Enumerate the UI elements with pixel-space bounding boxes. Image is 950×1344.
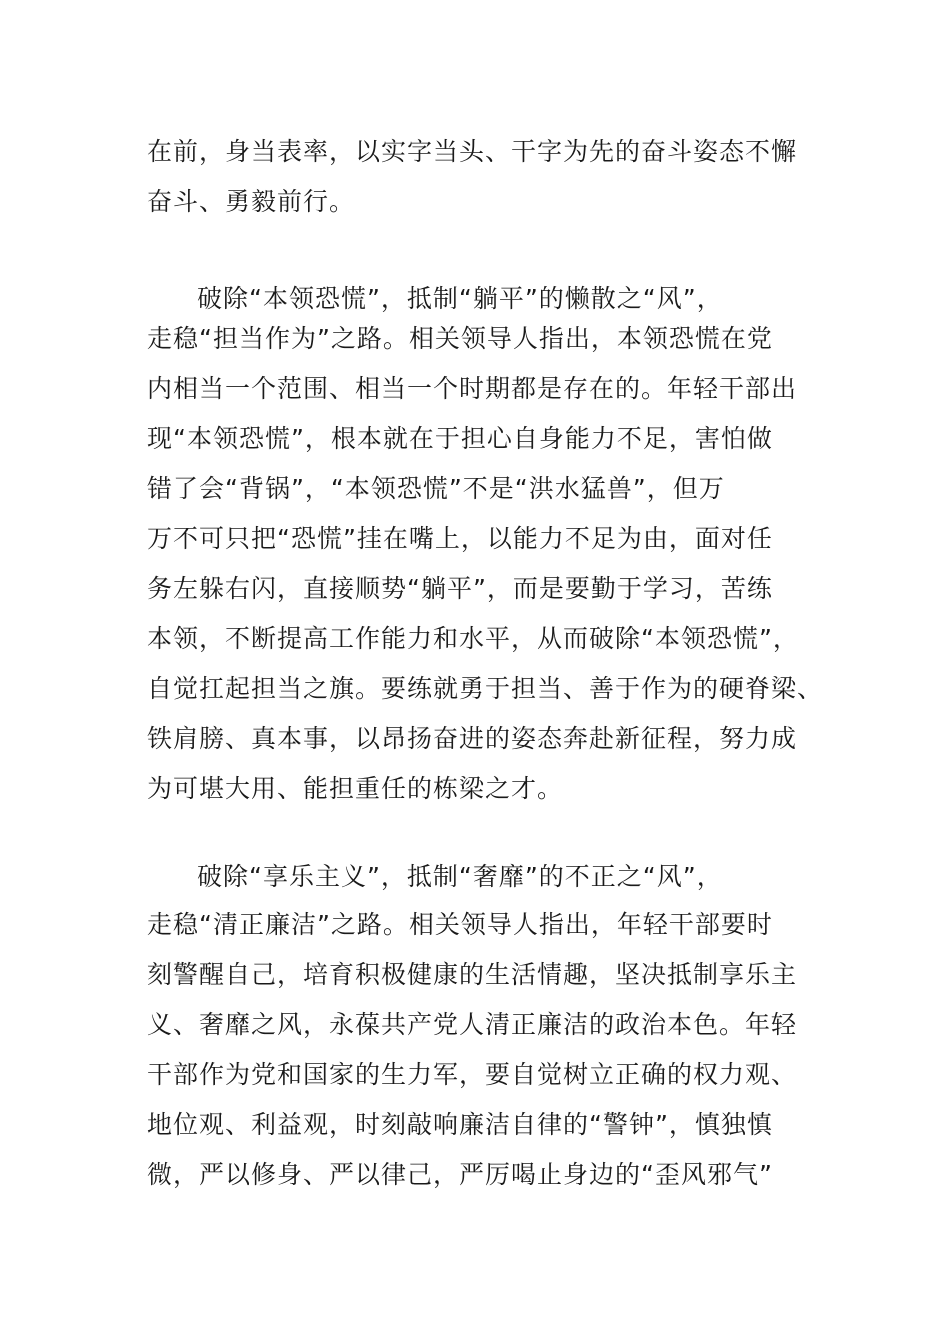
paragraph-3-line-7: 微，严以修身、严以律己，严厉喝止身边的“歪风邪气” [147,1160,773,1189]
paragraph-3-line-2: 走稳“清正廉洁”之路。相关领导人指出，年轻干部要时 [147,910,773,939]
paragraph-3-line-4: 义、奢靡之风，永葆共产党人清正廉洁的政治本色。年轻 [147,1010,798,1039]
paragraph-2-line-4: 现“本领恐慌”，根本就在于担心自身能力不足，害怕做 [147,424,773,453]
paragraph-2-line-6: 万不可只把“恐慌”挂在嘴上，以能力不足为由，面对任 [147,524,773,553]
paragraph-2-line-11: 为可堪大用、能担重任的栋梁之才。 [147,774,564,803]
paragraph-2-line-1: 破除“本领恐慌”，抵制“躺平”的懒散之“风”， [197,284,723,313]
paragraph-3-line-6: 地位观、利益观，时刻敲响廉洁自律的“警钟”，慎独慎 [147,1110,773,1139]
paragraph-2-line-10: 铁肩膀、真本事，以昂扬奋进的姿态奔赴新征程，努力成 [147,724,798,753]
paragraph-3-line-5: 干部作为党和国家的生力军，要自觉树立正确的权力观、 [147,1060,798,1089]
paragraph-2-line-5: 错了会“背锅”，“本领恐慌”不是“洪水猛兽”，但万 [147,474,725,503]
paragraph-2-line-7: 务左躲右闪，直接顺势“躺平”，而是要勤于学习，苦练 [147,574,773,603]
paragraph-2-line-8: 本领，不断提高工作能力和水平，从而破除“本领恐慌”， [147,624,799,653]
paragraph-1-line-1: 在前，身当表率，以实字当头、干字为先的奋斗姿态不懈 [147,137,798,166]
paragraph-2-line-2: 走稳“担当作为”之路。相关领导人指出，本领恐慌在党 [147,324,773,353]
paragraph-1-line-2: 奋斗、勇毅前行。 [147,187,356,216]
paragraph-2-line-9: 自觉扛起担当之旗。要练就勇于担当、善于作为的硬脊梁、 [147,674,824,703]
paragraph-2-line-3: 内相当一个范围、相当一个时期都是存在的。年轻干部出 [147,374,798,403]
paragraph-3-line-1: 破除“享乐主义”，抵制“奢靡”的不正之“风”， [197,862,723,891]
paragraph-3-line-3: 刻警醒自己，培育积极健康的生活情趣，坚决抵制享乐主 [147,960,798,989]
